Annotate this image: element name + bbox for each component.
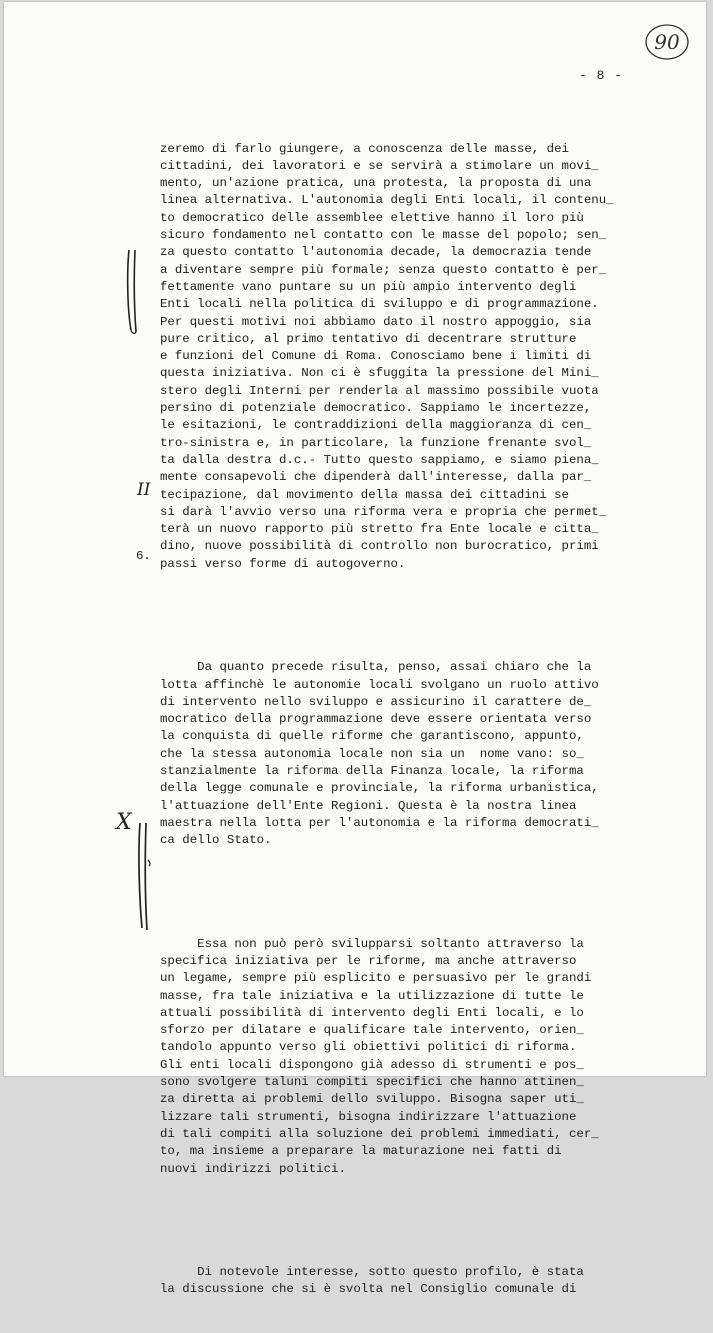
text-line: ta dalla destra d.c.- Tutto questo sappiamo, e siamo piena_ [160,452,599,467]
text-line: stanzialmente la riforma della Finanza locale, la riforma [160,763,584,778]
paragraph-4 [160,1264,660,1299]
text-line: le esitazioni, le contraddizioni della maggioranza di cen_ [160,418,592,433]
text-line: zeremo di farlo giungere, a conoscenza delle masse, dei [160,141,569,156]
text-line: Per questi motivi noi abbiamo dato il nostro appoggio, sia [160,314,592,329]
archive-stamp [644,22,690,62]
text-line: tandolo appunto verso gli obiettivi politici di riforma. [160,1040,577,1055]
text-line: specifica iniziativa per le riforme, ma anche attraverso [160,953,577,968]
margin-bracket-lower [134,820,156,932]
text-line: sicuro fondamento nel contatto con le masse del popolo; sen_ [160,228,607,243]
text-line: persino di potenziale democratico. Sappiamo le incertezze, [160,401,592,416]
text-line: to democratico delle assemblee elettive hanno il loro più [160,210,584,225]
text-line: ca dello Stato. [160,833,272,848]
text-line: lotta affinchè le autonomie locali svolgano un ruolo attivo [160,677,599,692]
text-line: mente consapevoli che dipenderà dall'interesse, dalla par_ [160,470,592,485]
text-line: Da quanto precede risulta, penso, assai chiaro che la [160,660,592,675]
text-line: mocratico della programmazione deve essere orientata verso [160,712,592,727]
margin-mark-x: X [116,810,132,835]
archive-stamp-number: 90 [654,30,680,54]
text-line: Enti locali nella politica di sviluppo e di programmazione. [160,297,599,312]
text-line: e funzioni del Comune di Roma. Conosciamo bene i limiti di [160,349,592,364]
document-page [4,2,706,1297]
page-number: - 8 - [579,68,624,83]
text-line: cittadini, dei lavoratori e se servirà a stimolare un movi_ [160,158,599,173]
text-line: Essa non può però svilupparsi soltanto attraverso la [160,936,584,951]
section-number: 6. [136,549,151,563]
margin-bracket-upper-icon [122,248,146,334]
body-text [160,106,660,1333]
text-line: l'attuazione dell'Ente Regioni. Questa è la nostra linea [160,798,577,813]
text-line: tecipazione, dal movimento della massa dei cittadini se [160,487,569,502]
text-line: passi verso forme di autogoverno. [160,556,406,571]
text-line: lizzare tali strumenti, bisogna indirizzare l'attuazione [160,1109,577,1124]
text-line: a diventare sempre più formale; senza questo contatto è per_ [160,262,607,277]
text-line: sforzo per dilatare e qualificare tale intervento, orien_ [160,1023,584,1038]
text-line: za diretta ai problemi dello sviluppo. Bisogna saper uti_ [160,1092,584,1107]
text-line: si darà l'avvio verso una riforma vera e propria che permet_ [160,504,607,519]
text-line: mento, un'azione pratica, una protesta, la proposta di una [160,176,592,191]
text-line: pure critico, al primo tentativo di decentrare strutture [160,331,577,346]
margin-mark-ii: II [137,480,151,500]
paragraph-2 [160,659,660,849]
text-line: tro-sinistra e, in particolare, la funzione frenante svol_ [160,435,592,450]
margin-bracket-lower-icon [134,820,156,932]
text-line: to, ma insieme a preparare la maturazione nei fatti di [160,1144,562,1159]
text-line: un legame, sempre più esplicito e persuasivo per le grandi [160,971,592,986]
text-line: di tali compiti alla soluzione dei problemi immediati, cer_ [160,1126,599,1141]
text-line: fettamente vano puntare su un più ampio intervento degli [160,279,577,294]
text-line: Gli enti locali dispongono già adesso di strumenti e pos_ [160,1057,584,1072]
text-line: che la stessa autonomia locale non sia un nome vano: so_ [160,746,584,761]
paragraph-3 [160,936,660,1178]
text-line: questa iniziativa. Non ci è sfuggita la pressione del Mini_ [160,366,599,381]
text-line: masse, fra tale iniziativa e la utilizzazione di tutte le [160,988,584,1003]
text-line: sono svolgere taluni compiti specifici che hanno attinen_ [160,1075,584,1090]
text-line: di intervento nello sviluppo e assicurino il carattere de_ [160,694,592,709]
paragraph-1 [160,141,660,573]
text-line: terà un nuovo rapporto più stretto fra Ente locale e citta_ [160,522,599,537]
text-line: linea alternativa. L'autonomia degli Enti locali, il contenu_ [160,193,614,208]
text-line: della legge comunale e provinciale, la riforma urbanistica, [160,781,599,796]
text-line: dino, nuove possibilità di controllo non burocratico, primi [160,539,599,554]
text-line: la conquista di quelle riforme che garantiscono, appunto, [160,729,584,744]
stamp-circle-icon [644,22,690,62]
text-line: stero degli Interni per renderla al massimo possibile vuota [160,383,599,398]
text-line: Di notevole interesse, sotto questo profilo, è stata [160,1265,584,1279]
text-line: nuovi indirizzi politici. [160,1161,346,1176]
text-line: attuali possibilità di intervento degli Enti locali, e lo [160,1005,584,1020]
text-line: la discussione che si è svolta nel Consiglio comunale di [160,1282,577,1297]
margin-bracket-upper [122,248,146,334]
text-line: za questo contatto l'autonomia decade, la democrazia tende [160,245,592,260]
text-line: maestra nella lotta per l'autonomia e la riforma democrati_ [160,815,599,830]
